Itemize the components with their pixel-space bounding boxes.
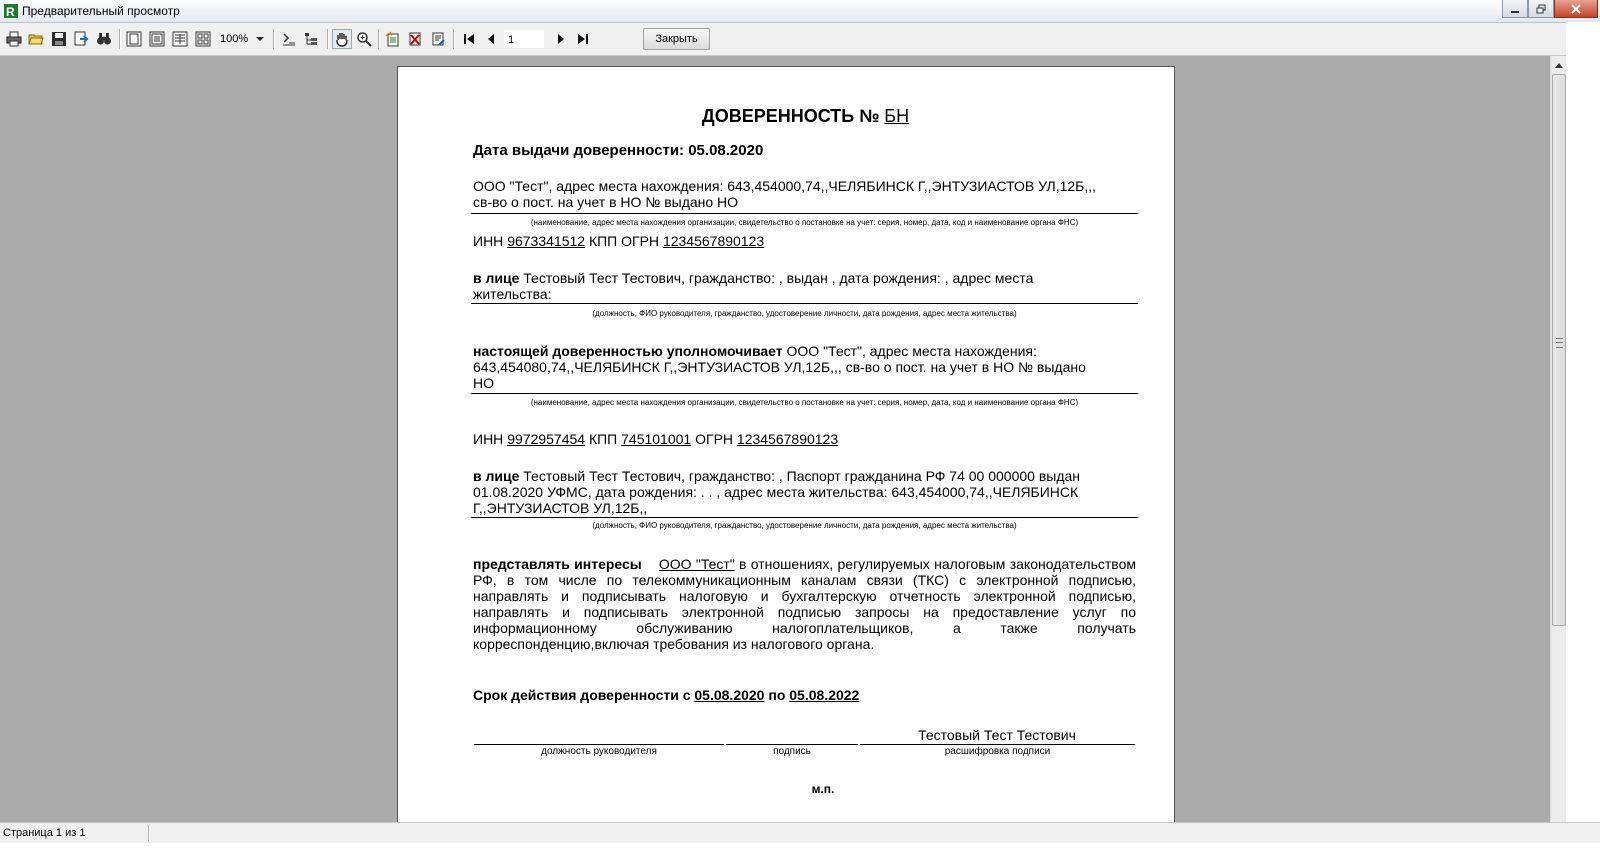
scroll-up-button[interactable]	[1552, 57, 1566, 73]
print-button[interactable]	[4, 29, 24, 49]
four-pages-button[interactable]	[193, 29, 213, 49]
powers-paragraph: представлять интересы ООО "Тест" в отношениях, регулируемых налоговым законодательством РФ, в том числе по телекоммуникационным каналам связи (ТКС) с электронной подписью, направлять и подписывать налоговую и бухгалтерскую отчетность электронной подписью, направлять и подписывать электронной подписью запросы на предоставление услуг по информационному обслуживанию налогоплательщиков, а также получать корреспонденцию,включая требования из налогового органа.	[473, 556, 1136, 652]
zoom-select[interactable]	[217, 30, 267, 48]
person2-note: (должность, ФИО руководителя, гражданство, удостоверение личности, дата рождения, адрес места жительства)	[592, 521, 1017, 530]
page-info: Страница 1 из 1	[3, 827, 86, 839]
signer-name: Тестовый Тест Тестович	[918, 727, 1076, 743]
save-button[interactable]	[49, 29, 69, 49]
print-icon	[6, 31, 22, 47]
stamp-label: м.п.	[811, 782, 835, 796]
restore-icon	[1536, 4, 1546, 14]
principal-block: ООО "Тест", адрес места нахождения: 643,454000,74,,ЧЕЛЯБИНСК Г,,ЭНТУЗИАСТОВ УЛ,12Б,,, св-во о пост. на учет в НО № выдано НО	[473, 178, 1097, 210]
edit-page-button[interactable]	[428, 29, 448, 49]
next-page-icon	[555, 33, 567, 45]
principal-person: в лице Тестовый Тест Тестович, гражданство: , выдан , дата рождения: , адрес места жительства:	[473, 270, 1034, 302]
four-pages-icon	[195, 31, 211, 47]
preview-area[interactable]	[0, 56, 1550, 822]
zoom-value: 100%	[220, 33, 249, 45]
signature-label: подпись	[773, 746, 811, 757]
zoom-icon	[356, 31, 372, 47]
principal-note: (наименование, адрес места нахождения организации, свидетельство о постановке на учет: серия, номер, дата, код и наименование органа ФНС)	[530, 218, 1079, 227]
find-button[interactable]	[94, 29, 114, 49]
minimize-icon	[1510, 4, 1520, 14]
chevron-down-icon	[256, 36, 264, 42]
chevron-up-icon	[1555, 63, 1563, 68]
minimize-button[interactable]	[1502, 0, 1528, 18]
divider	[471, 517, 1138, 518]
new-page-button[interactable]	[383, 29, 403, 49]
status-bar	[0, 822, 1600, 843]
window-title: Предварительный просмотр	[22, 4, 180, 18]
last-page-button[interactable]	[573, 29, 593, 49]
agent-person: в лице Тестовый Тест Тестович, гражданство: , Паспорт гражданина РФ 74 00 000000 выдан 01.08.2020 УФМС, дата рождения: . . , адрес места жительства: 643,454000,74,,ЧЕЛЯБИНСК Г,,ЭНТУЗИАСТОВ УЛ,12Б,,	[473, 468, 1081, 516]
export-button[interactable]	[71, 29, 91, 49]
divider	[471, 393, 1138, 394]
signature-line	[860, 744, 1135, 745]
edit-page-icon	[430, 31, 446, 47]
document-page	[397, 66, 1175, 822]
decode-label: расшифровка подписи	[944, 746, 1051, 757]
find-icon	[96, 31, 112, 47]
open-icon	[28, 31, 44, 47]
prev-page-icon	[485, 33, 497, 45]
principal-ids: ИНН 9673341512 КПП ОГРН 1234567890123	[473, 233, 765, 249]
page-width-button[interactable]	[147, 29, 167, 49]
page-number-input[interactable]: 1	[504, 30, 544, 48]
tree-icon	[303, 31, 319, 47]
agent-block: настоящей доверенностью уполномочивает ООО "Тест", адрес места нахождения: 643,454080,74,,ЧЕЛЯБИНСК Г,,ЭНТУЗИАСТОВ УЛ,12Б,,, св-во о пост. на учет в НО № выдано НО	[473, 343, 1086, 391]
issue-date: Дата выдачи доверенности: 05.08.2020	[473, 142, 764, 159]
delete-page-icon	[407, 31, 423, 47]
close-icon	[1571, 4, 1581, 14]
new-page-icon	[385, 31, 401, 47]
vertical-scrollbar[interactable]	[1550, 56, 1567, 822]
divider	[471, 213, 1138, 214]
single-page-icon	[126, 31, 142, 47]
document-number: БН	[884, 106, 910, 126]
single-page-button[interactable]	[124, 29, 144, 49]
outline-icon	[281, 31, 297, 47]
scroll-thumb[interactable]	[1552, 74, 1566, 626]
open-button[interactable]	[26, 29, 46, 49]
hand-icon	[334, 31, 350, 47]
first-page-button[interactable]	[459, 29, 479, 49]
right-edge	[1566, 22, 1600, 860]
delete-page-button[interactable]	[405, 29, 425, 49]
prev-page-button[interactable]	[481, 29, 501, 49]
svg-text:R: R	[6, 5, 15, 19]
page-width-icon	[149, 31, 165, 47]
save-icon	[51, 31, 67, 47]
agent-note: (наименование, адрес места нахождения организации, свидетельство о постановке на учет: серия, номер, дата, код и наименование органа ФНС)	[530, 398, 1079, 407]
tree-button[interactable]	[301, 29, 321, 49]
first-page-icon	[463, 33, 475, 45]
signature-line	[726, 744, 858, 745]
agent-ids: ИНН 9972957454 КПП 745101001 ОГРН 1234567890123	[473, 431, 839, 447]
title-bar	[0, 0, 1600, 23]
next-page-button[interactable]	[551, 29, 571, 49]
toolbar	[0, 23, 1600, 56]
validity-period: Срок действия доверенности с 05.08.2020 по 05.08.2022	[473, 687, 860, 703]
document-title: ДОВЕРЕННОСТЬ № БН	[701, 106, 910, 126]
close-window-button[interactable]	[1554, 0, 1598, 18]
signature-line	[474, 744, 724, 745]
outline-button[interactable]	[279, 29, 299, 49]
export-icon	[73, 31, 89, 47]
last-page-icon	[577, 33, 589, 45]
close-button[interactable]: Закрыть	[643, 28, 710, 50]
person-note: (должность, ФИО руководителя, гражданство, удостоверение личности, дата рождения, адрес места жительства)	[592, 309, 1017, 318]
zoom-tool-button[interactable]	[354, 29, 374, 49]
position-label: должность руководителя	[541, 746, 657, 757]
divider	[471, 303, 1138, 304]
hand-tool-button[interactable]	[332, 29, 352, 49]
two-pages-button[interactable]	[170, 29, 190, 49]
restore-button[interactable]	[1528, 0, 1554, 18]
two-pages-icon	[172, 31, 188, 47]
app-logo-icon	[3, 3, 19, 19]
